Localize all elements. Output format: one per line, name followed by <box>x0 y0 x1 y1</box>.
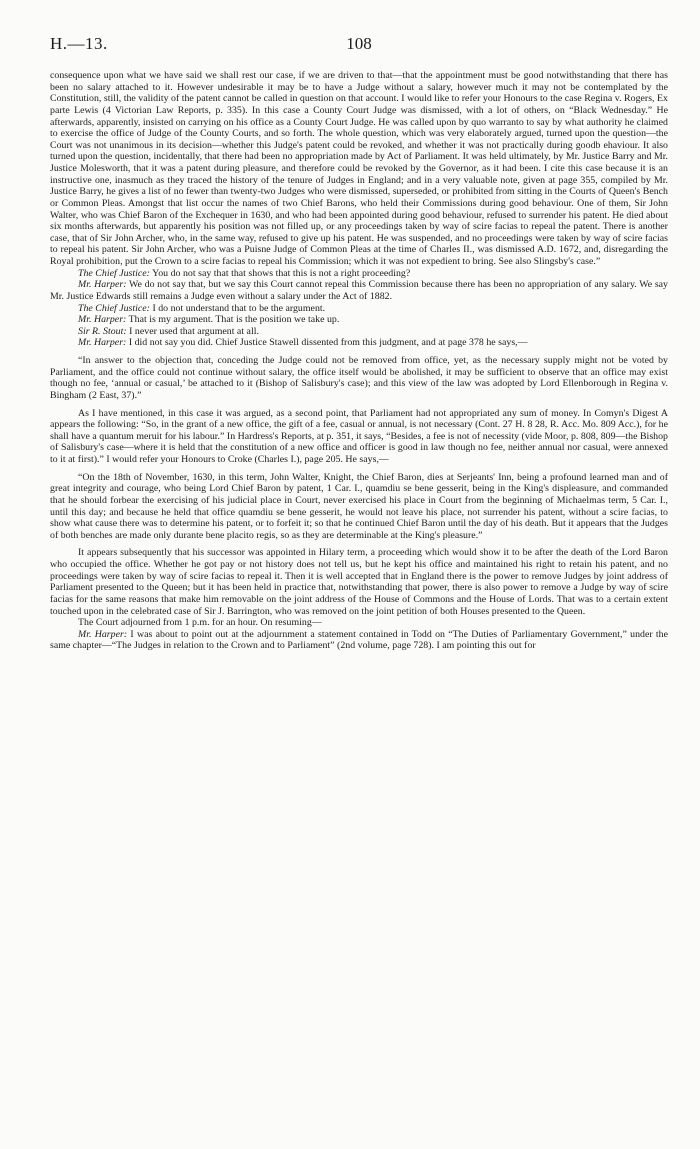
paragraph-text: I did not say you did. Chief Justice Stawell dissented from this judgment, and at page 378 he says,— <box>126 337 528 349</box>
speaker-name: The Chief Justice: <box>78 302 150 314</box>
paragraph-text: We do not say that, but we say this Court cannot repeal this Commission because there has been no appropriation of any salary. We say Mr. Justice Edwards still remains a Judge even without a salary under the Act of 1882. <box>50 279 668 302</box>
paragraph <box>50 617 668 629</box>
paragraph-text: I was about to point out at the adjournment a statement contained in Todd on “The Duties of Parliamentary Government,” under the same chapter—“The Judges in relation to the Crown and to Parliament” (2nd volume, page 728). I am pointing this out for <box>50 628 669 652</box>
paragraph-text: That is my argument. That is the position we take up. <box>126 314 340 326</box>
paragraph-text: “In answer to the objection that, conceding the Judge could not be removed from office, yet, as the necessary supply might not be voted by Parliament, and the office could not continue without salary, the office itself would be abolished, it may be sufficient to observe that an office may exist though no fee, ‘annual or casual,’ be attached to it (Bishop of Salisbury's case); and this view of the law was adopted by Lord Ellenborough in Regina v. Bingham (2 East, 37).” <box>50 355 668 401</box>
speaker-name: Mr. Harper: <box>78 314 127 326</box>
speaker-name: Mr. Harper: <box>78 337 127 349</box>
paragraph-text: You do not say that that shows that this is not a right proceeding? <box>149 267 411 279</box>
paragraph <box>50 303 668 315</box>
paragraph-text: It appears subsequently that his successor was appointed in Hilary term, a proceeding which would show it to be after the death of the Lord Baron who occupied the office. Whether he got pay or not history does not tell us, but he kept his office and maintained his right to retain his patent, and no proceedings were taken by way of scire facias to repeal it. Then it is well accepted that in England there is the power to remove Judges by joint address of Parliament presented to the Queen; but it has been held in practice that, notwithstanding that power, there is also power to remove a Judge by way of scire facias for the same reasons that make him removable on the joint address of the House of Commons and the House of Lords. That was to a certain extent touched upon in the celebrated case of Sir J. Barrington, who was removed on the joint petition of both Houses presented to the Queen. <box>50 547 668 617</box>
speaker-name: The Chief Justice: <box>78 267 150 279</box>
quotation-paragraph <box>50 355 668 402</box>
paragraph <box>50 70 668 268</box>
paragraph <box>50 314 668 326</box>
paragraph <box>50 629 668 652</box>
speaker-name: Mr. Harper: <box>78 279 127 291</box>
paragraph-text: consequence upon what we have said we shall rest our case, if we are driven to that—that the appointment must be good notwithstanding that there has been no salary attached to it. However undesirable it may be to have a Judge without a salary, however much it may not be contemplated by the Constitution, still, the validity of the patent cannot be called in question on that account. I would like to refer your Honours to the case Regina v. Rogers, Ex parte Lewis (4 Victorian Law Reports, p. 335). In this case a County Court Judge was dismissed, with a lot of others, on “Black Wednesday.” He afterwards, apparently, insisted on carrying on his office as a County Court Judge. He was called upon by quo warranto to say by what authority he claimed to exercise the office of Judge of the County Courts, and so forth. The whole question, which was very elaborately argued, turned upon the question—the Court was not unanimous in its decision—whether this Judge's patent could be revoked, and whether it was not practically during goodb ehaviour. It also turned upon the question, incidentally, that there had been no appropriation made by Act of Parliament. It was held ultimately, by Mr. Justice Barry and Mr. Justice Molesworth, that it was a patent during pleasure, and therefore could be revoked by the Governor, as it had been. I cite this case because it is an instructive one, inasmuch as they traced the history of the tenure of Judges in England; and in a very valuable note, given at page 355, compiled by Mr. Justice Barry, he gives a list of no fewer than twenty-two Judges who were dismissed, superseded, or prohibited from sitting in the Courts of Queen's Bench or Common Pleas. Amongst that list occur the names of two Chief Barons, who held their Commissions during good behaviour. One of them, Sir John Walter, who was Chief Baron of the Exchequer in 1630, and who had been appointed during good behaviour, refused to surrender his patent. He died about six months afterwards, but apparently his position was not filled up, or any proceedings taken by way of scire facias to repeal the patent. There is another case, that of Sir John Archer, who, in the same way, refused to give up his patent. He was suspended, and no proceedings were taken by way of scire facias to repeal his patent. Sir John Archer, who was a Puisne Judge of Common Pleas at the time of Charles II., was dismissed A.D. 1672, and, disregarding the Royal prohibition, put the Crown to a scire facias to repeal his Commission; which it was not expedient to bring. See also Slingsby's case.” <box>50 70 668 267</box>
paragraph <box>50 279 668 302</box>
page-header <box>50 34 668 70</box>
paragraph <box>50 408 668 466</box>
paragraph <box>50 337 668 349</box>
paragraph-text: “On the 18th of November, 1630, in this term, John Walter, Knight, the Chief Baron, dies at Serjeants' Inn, being a profound learned man and of great integrity and courage, who being Lord Chief Baron by patent, 1 Car. I., quamdiu se bene gesserit, being in the King's displeasure, and commanded that he should forbear the exercising of his judicial place in Court, never exercised his place in Court from the beginning of Michaelmas term, 5 Car. I., until this day; and because he held that office quamdiu se bene gesserit, he would not leave his place, not surrender his patent, without a scire facias, to show what cause there was to determine his patent, or to forfeit it; so that he continued Chief Baron until the day of his death. But it appears that the Judges of both benches are made only durante bene placito regis, so as they are determinable at the King's pleasure.” <box>50 471 668 541</box>
paragraph <box>50 326 668 338</box>
speaker-name: Mr. Harper: <box>78 628 128 640</box>
paragraph <box>50 268 668 280</box>
document-body <box>50 70 668 652</box>
paragraph-text: I do not understand that to be the argument. <box>149 302 326 314</box>
paragraph <box>50 547 668 617</box>
paragraph-text: I never used that argument at all. <box>126 325 259 337</box>
document-reference: H.—13. <box>50 34 108 53</box>
page-number: 108 <box>346 34 372 53</box>
quotation-paragraph <box>50 472 668 542</box>
paragraph-text: As I have mentioned, in this case it was argued, as a second point, that Parliament had not appropriated any sum of money. In Comyn's Digest A appears the following: “So, in the grant of a new office, the gift of a fee, casual or annual, is not necessary (Cont. 27 H. 8 28, R. Acc. Mo. 809 Acc.), for he shall have a quantum meruit for his labour.” In Hardress's Reports, at p. 351, it says, “Besides, a fee is not of necessity (vide Moor, p. 808, 809—the Bishop of Salisbury's case—where it is held that the constitution of a new office and officer is good in law though no fee, neither annual nor casual, were annexed to it at first).” I would refer your Honours to Croke (Charles I.), page 205. He says,— <box>50 407 668 465</box>
speaker-name: Sir R. Stout: <box>78 325 127 337</box>
paragraph-text: The Court adjourned from 1 p.m. for an hour. On resuming— <box>78 617 322 629</box>
